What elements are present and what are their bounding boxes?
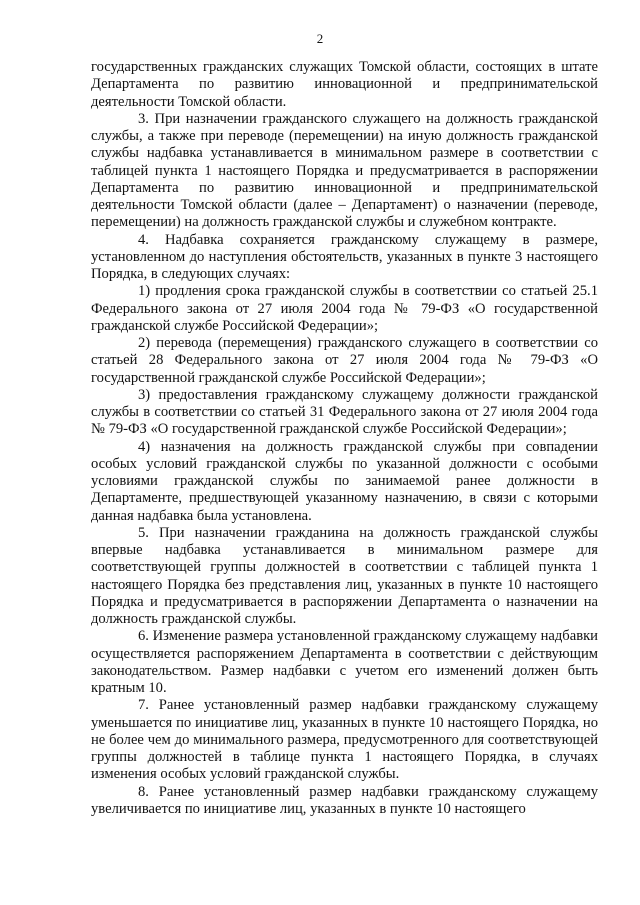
list-item-1: 1) продления срока гражданской службы в соответствии со статьей 25.1 Федерального закона от 27 июля 2004 года № 79-ФЗ «О государственной гражданской службе Российской Федерации»; [91, 283, 598, 334]
paragraph-4: 4. Надбавка сохраняется гражданскому служащему в размере, установленном до наступления обстоятельств, указанных в пункте 3 настоящего Порядка, в следующих случаях: [91, 231, 598, 282]
document-body [91, 59, 598, 818]
paragraph-8: 8. Ранее установленный размер надбавки гражданскому служащему увеличивается по инициативе лиц, указанных в пункте 10 настоящего [91, 783, 598, 817]
paragraph-continuation: государственных гражданских служащих Томской области, состоящих в штате Департамента по развитию инновационной и предпринимательской деятельности Томской области. [91, 59, 598, 110]
paragraph-6: 6. Изменение размера установленной гражданскому служащему надбавки осуществляется распоряжением Департамента в соответствии с действующим законодательством. Размер надбавки с учетом его изменений должен быть кратным 10. [91, 628, 598, 696]
list-item-3: 3) предоставления гражданскому служащему должности гражданской службы в соответствии со статьей 31 Федерального закона от 27 июля 2004 года № 79-ФЗ «О государственной гражданской службе Российской Федерации»; [91, 386, 598, 438]
paragraph-3: 3. При назначении гражданского служащего на должность гражданской службы, а также при переводе (перемещении) на иную должность гражданской службы надбавка устанавливается в минимальном размере в соответствии с таблицей пункта 1 настоящего Порядка и предусматривается в распоряжении Департамента по развитию инновационной и предпринимательской деятельности Томской области (далее – Департамент) о назначении (переводе, перемещении) на должность гражданской службы и служебном контракте. [91, 110, 598, 231]
list-item-4: 4) назначения на должность гражданской службы при совпадении особых условий гражданской службы по указанной должности с особыми условиями гражданской службы по занимаемой ранее должности в Департаменте, предшествующей указанному назначению, в связи с которыми данная надбавка была установлена. [91, 438, 598, 524]
paragraph-7: 7. Ранее установленный размер надбавки гражданскому служащему уменьшается по инициативе лиц, указанных в пункте 10 настоящего Порядка, но не более чем до минимального размера, предусмотренного для соответствующей группы должностей в таблице пункта 1 настоящего Порядка, в случаях изменения особых условий гражданской службы. [91, 697, 598, 783]
list-item-2: 2) перевода (перемещения) гражданского служащего в соответствии со статьей 28 Федерального закона от 27 июля 2004 года № 79-ФЗ «О государственной гражданской службе Российской Федерации»; [91, 335, 598, 386]
paragraph-5: 5. При назначении гражданина на должность гражданской службы впервые надбавка устанавливается в минимальном размере для соответствующей группы должностей в соответствии с таблицей пункта 1 настоящего Порядка без представления лиц, указанных в пункте 10 настоящего Порядка и предусматривается в распоряжении Департамента о назначении на должность гражданской службы. [91, 524, 598, 627]
page-number: 2 [316, 31, 324, 46]
